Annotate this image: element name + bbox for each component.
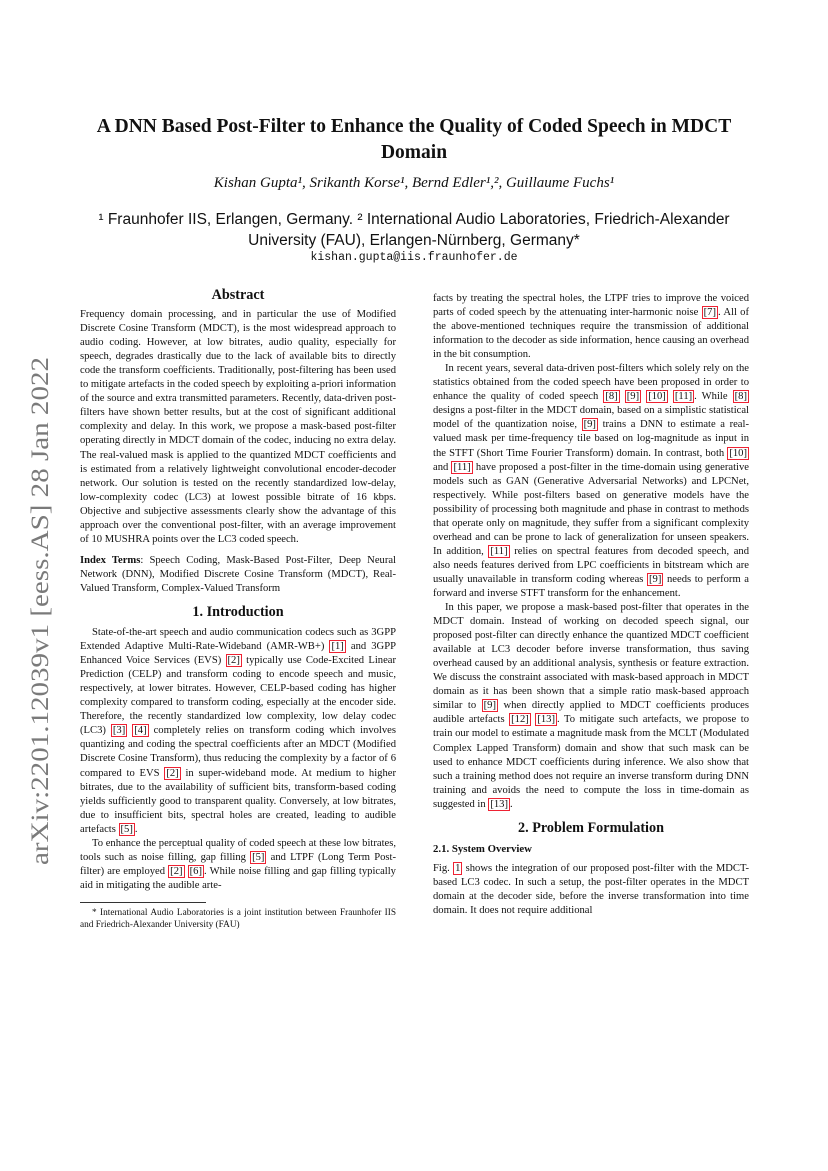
citation-link[interactable]: [9] (626, 391, 640, 403)
section-heading-problem-formulation: 2. Problem Formulation (518, 819, 664, 836)
citation-link[interactable]: [3] (112, 725, 126, 737)
section-heading-introduction: 1. Introduction (192, 603, 284, 620)
citation-link[interactable]: 1 (455, 862, 461, 874)
citation-link[interactable]: [11] (453, 461, 471, 473)
abstract-text: Frequency domain processing, and in particular the use of Modified Discrete Cosine Transform (MDCT), is the most widespread approach to audio coding. However, at low bitrates, audio quality, especially for speech, degrades drastically due to the lack of available bits to directly code the transform coefficients. Traditionally, post-filtering has been used to mitigate artefacts in the coded speech by exploiting a-priori information of the source and extra transmitted parameters. Recently, data-driven post-filters have shown better results, but at the cost of significant additional complexity and delay. In this work, we propose a mask-based post-filter operating directly in MDCT domain of the codec, inducing no extra delay. The real-valued mask is applied to the quantized MDCT coefficients and is estimated from a relatively lightweight convolutional encoder-decoder network. Our solution is tested on the recently standardized low-delay, low-complexity codec (LC3) at lowest possible bitrate of 16 kbps. Objective and subjective assessments clearly show the advantage of this approach over the conventional post-filter, with an average improvement of 10 MUSHRA points over the LC3 coded speech. (80, 309, 396, 545)
author-email[interactable]: kishan.gupta@iis.fraunhofer.de (310, 251, 518, 264)
citation-link[interactable]: [5] (252, 851, 265, 863)
citation-link[interactable]: [11] (490, 545, 508, 557)
left-column (80, 288, 396, 931)
citation-link[interactable]: [10] (729, 447, 747, 459)
footnote: * International Audio Laboratories is a joint institution between Fraunhofer IIS and Friedrich-Alexander University (FAU) (80, 907, 396, 930)
citation-link[interactable]: [9] (583, 419, 596, 431)
arxiv-stamp-text: arXiv:2201.12039v1 [eess.AS] 28 Jan 2022 (27, 427, 54, 865)
intro-paragraph-1: State-of-the-art speech and audio communication codecs such as 3GPP Extended Adaptive Multi-Rate-Wideband (AMR-WB+) [1] and 3GPP Enhanced Voice Services (EVS) [2] typically use Code-Excited Linear Prediction (CELP) and transform coding to encode speech and music, respectively, at lower bitrates. However, CELP-based coding has higher complexity compared to transform coding, especially at the encoder side. Therefore, the recently standardized low complexity, low delay codec (LC3) [3] [4] completely relies on transform coding which involves quantizing and coding the spectral coefficients after an MDCT (Modified Discrete Cosine Transform), thus reducing the complexity by a factor of 6 compared to EVS [2] in super-wideband mode. At medium to higher bitrates, due to the availability of sufficient bits, transform-based coding yields sufficiently good to transparent quality. Conversely, at low bitrates, due to insufficient bits, spectral holes are created, leading to audible artefacts [5] . (80, 627, 396, 835)
intro-paragraph-4: In this paper, we propose a mask-based post-filter that operates in the MDCT domain. Instead of working on decoded speech signal, our proposed post-filter can directly enhance the quantized MDCT coefficient available at LC3 decoder before inverse transformation, thus saving overhead caused by an additional analysis, synthesis or feature extraction. We discuss the constraint associated with mask-based approach in MDCT domain as it has been shown that a simple ratio mask-based approach similar to [9] when directly applied to MDCT coefficients produces audible artefacts [12] [13] . To mitigate such artefacts, we propose to train our model to estimate a magnitude mask from the MCLT (Modulated Complex Lapped Transform) domain and show that such mask can be used to enhance MDCT coefficients during inference. We also show that such a training method does not require an inverse transform during DNN training and avoids the need to compute the loss in time-domain as suggested in [13] . (433, 602, 749, 810)
index-terms (80, 554, 396, 596)
footnote-divider (80, 902, 206, 903)
citation-link[interactable]: [8] (734, 391, 747, 403)
citation-link[interactable]: [2] (227, 655, 240, 667)
index-terms-text: : Speech Coding, Mask-Based Post-Filter, Deep Neural Network (DNN), Modified Discrete Cosine Transform (MDCT), Real-Valued Transform, Complex-Valued Transform (80, 554, 396, 594)
citation-link[interactable]: [10] (648, 391, 666, 403)
citation-link[interactable]: [13] (537, 714, 555, 726)
abstract-heading: Abstract (211, 287, 265, 303)
citation-link[interactable]: [1] (331, 641, 344, 653)
citation-link[interactable]: [9] (483, 700, 496, 712)
citation-link[interactable]: [7] (703, 307, 717, 319)
arxiv-side-stamp (14, 355, 58, 865)
system-overview-paragraph: Fig. 1 shows the integration of our proposed post-filter with the MDCT-based LC3 codec. In such a setup, the post-filter operates in the MDCT domain at the decoder side, before the inverse transformation into time domain. It does not require additional (433, 862, 749, 916)
author-list: Kishan Gupta¹, Srikanth Korse¹, Bernd Edler¹,², Guillaume Fuchs¹ (213, 175, 615, 191)
right-column (433, 292, 749, 918)
intro-paragraph-2b: facts by treating the spectral holes, the LTPF tries to improve the voiced parts of coded speech by the attenuating inter-harmonic noise [7] . All of the above-mentioned techniques require the transmission of additional information to the decoder as side information, hence causing an overhead in the bit consumption. (433, 293, 749, 361)
citation-link[interactable]: [9] (649, 573, 662, 585)
citation-link[interactable]: [8] (605, 391, 618, 403)
intro-paragraph-3: In recent years, several data-driven post-filters which solely rely on the statistics obtained from the coded speech have been proposed in order to enhance the quality of coded speech [8] [9] [10] [11] . While [8] designs a post-filter in the MDCT domain, based on a simplistic statistical model of the quantization noise, [9] trains a DNN to estimate a real-valued mask per time-frequency tile based on log-magnitude as input in the STFT (Short Time Fourier Transform) domain. In contrast, both [10] and [11] have proposed a post-filter in the time-domain using generative models such as GAN (Generative Adversarial Networks) and LPCNet, respectively. While post-filters based on generative models have the possibility of processing both magnitude and phase in contrast to methods that operate only on magnitude, they suffer from a significant complexity overhead and can be prone to lack of generalization for unseen speakers. In addition, [11] relies on spectral features from decoded speech, and also needs features derived from LPC coefficients in bitstream which are usually unavailable in transform coding whereas [9] needs to perform a forward and inverse STFT transform for the enhancement. (433, 363, 749, 599)
citation-link[interactable]: [12] (511, 714, 529, 726)
citation-link[interactable]: [2] (166, 767, 179, 779)
citation-link[interactable]: [4] (134, 725, 147, 737)
citation-link[interactable]: [6] (189, 865, 203, 877)
citation-link[interactable]: [2] (170, 865, 183, 877)
citation-link[interactable]: [5] (120, 823, 133, 835)
citation-link[interactable]: [11] (674, 391, 693, 403)
subsection-heading-system-overview: 2.1. System Overview (433, 842, 532, 855)
intro-paragraph-2a: To enhance the perceptual quality of coded speech at these low bitrates, tools such as noise filling, gap filling [5] and LTPF (Long Term Post-filter) are employed [2] [6] . While noise filling and gap filling typically aid in mitigating the audible arte- (80, 837, 396, 891)
affiliations: ¹ Fraunhofer IIS, Erlangen, Germany. ² International Audio Laboratories, Friedrich-Alexander University (FAU), Erlangen-Nürnberg, Germany* (98, 211, 730, 249)
citation-link[interactable]: [13] (490, 798, 508, 810)
paper-title: A DNN Based Post-Filter to Enhance the Quality of Coded Speech in MDCT Domain (96, 116, 732, 163)
index-terms-label: Index Terms (80, 554, 141, 566)
